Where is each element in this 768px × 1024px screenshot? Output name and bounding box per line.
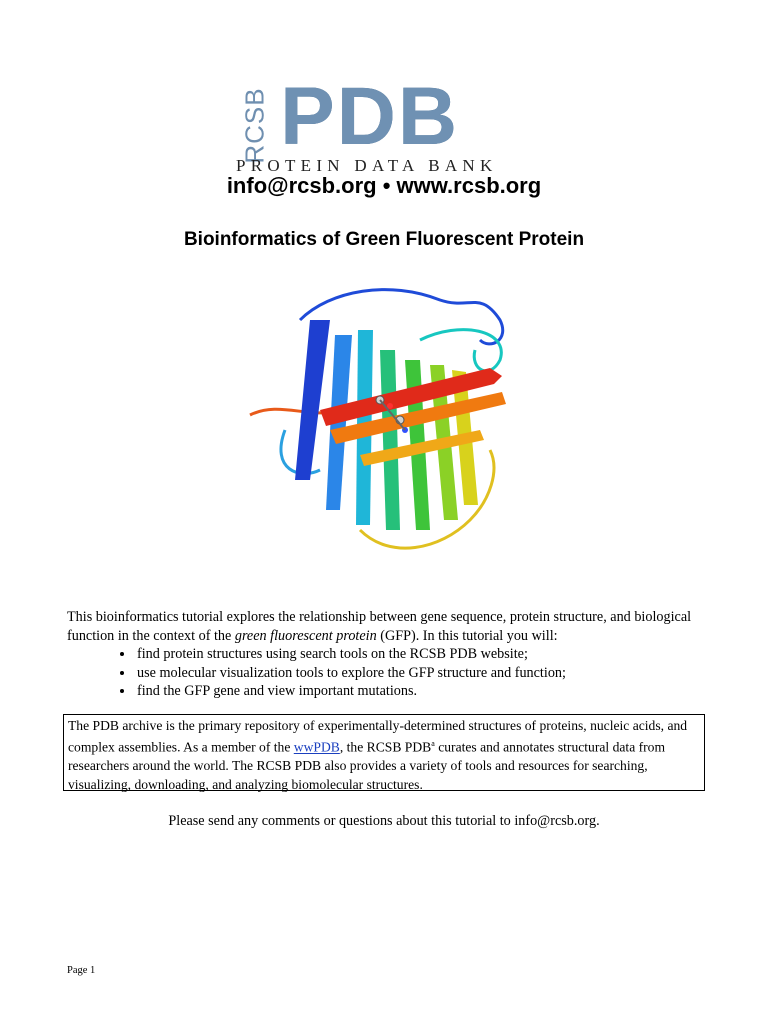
strand-dark-blue — [295, 320, 330, 480]
logo-subtitle: PROTEIN DATA BANK — [236, 156, 498, 175]
box-text-1: The PDB archive is the primary repository of experimentally-determined structures of proteins, nucleic acids, and complex assemblies. As a member of the — [68, 718, 688, 755]
box-text-2: , the RCSB PDB — [339, 739, 432, 755]
intro-section — [67, 608, 707, 701]
box-text-3: curates and annotates structural data from researchers around the world. The RCSB PDB also provides a variety of tools and resources for searching, visualizing, downloading, and analyzing biomolecular structures. — [68, 739, 666, 792]
intro-text-1: This bioinformatics tutorial explores the relationship between gene sequence, protein structure, and biological function in the context of the — [67, 609, 692, 644]
wwpdb-link[interactable]: wwPDB — [293, 739, 340, 755]
intro-paragraph — [67, 608, 707, 645]
list-item: • find the GFP gene and view important mutations. — [135, 682, 707, 701]
intro-bullet-list — [67, 645, 707, 701]
cyan-loop — [420, 330, 501, 371]
pdb-info-box — [63, 714, 705, 791]
rcsb-pdb-logo — [230, 71, 535, 180]
closing-note: Please send any comments or questions about this tutorial to info@rcsb.org. — [168, 813, 600, 829]
document-title: Bioinformatics of Green Fluorescent Protein — [183, 229, 585, 250]
blue-loop — [300, 290, 503, 344]
footnote-marker: a — [431, 739, 435, 749]
contact-line: info@rcsb.org • www.rcsb.org — [226, 173, 542, 198]
page-number: Page 1 — [67, 965, 96, 976]
logo-rcsb-text — [230, 87, 278, 164]
logo-rcsb-label: RCSB — [239, 87, 270, 164]
list-item: • use molecular visualization tools to explore the GFP structure and function; — [135, 664, 707, 683]
intro-emphasis: green fluorescent protein — [234, 627, 377, 644]
strand-teal — [380, 350, 400, 530]
intro-text-2: (GFP). In this tutorial you will: — [376, 627, 558, 644]
gfp-structure-image — [240, 280, 540, 570]
list-item: • find protein structures using search tools on the RCSB PDB website; — [135, 645, 707, 664]
logo-pdb-text: PDB — [280, 71, 460, 162]
